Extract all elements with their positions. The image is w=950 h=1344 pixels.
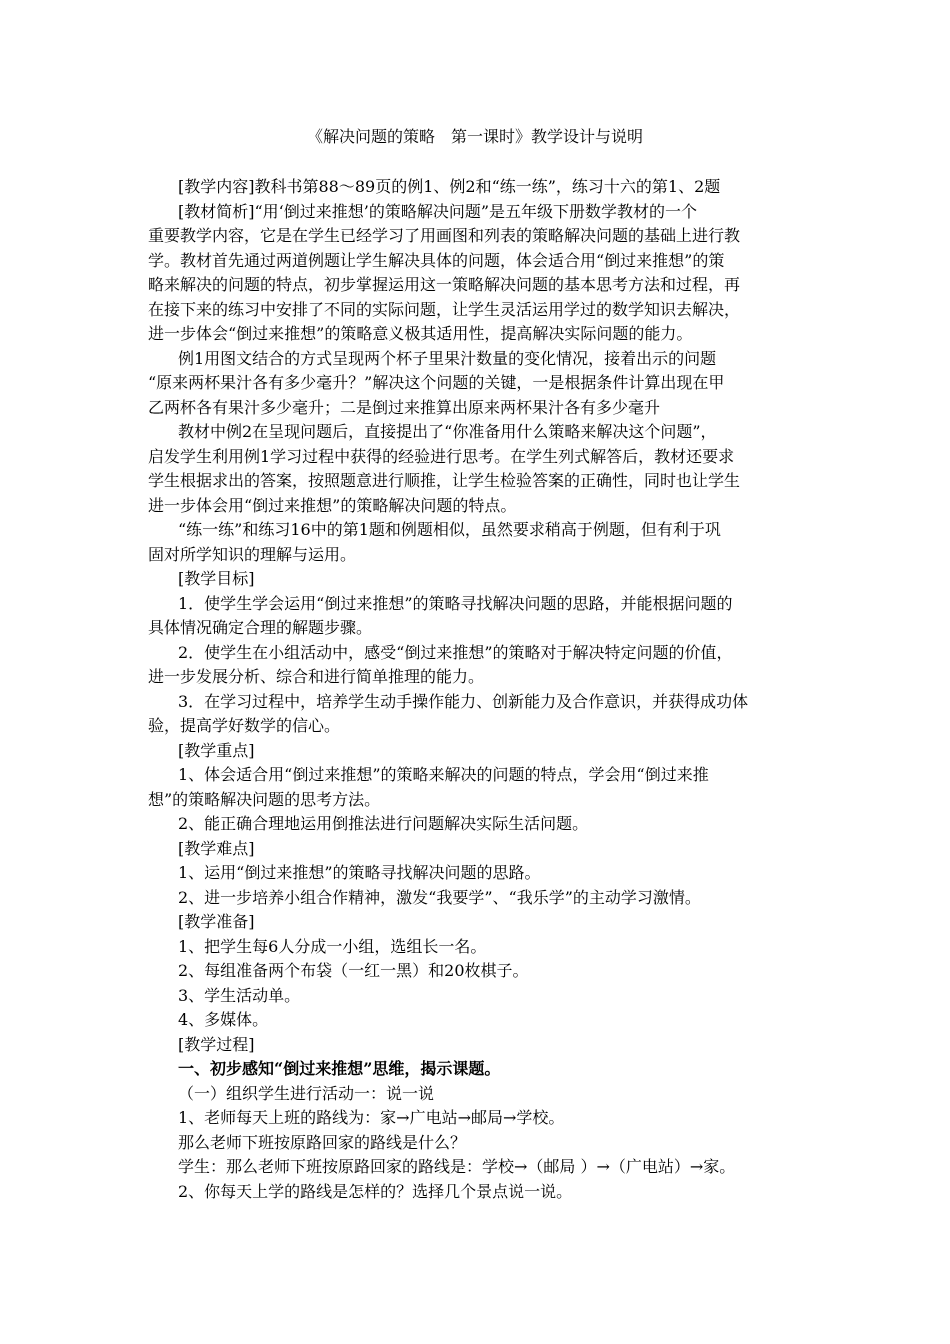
text-line: 3、学生活动单。 — [178, 985, 301, 1005]
text-line: 1、体会适合用“倒过来推想”的策略来解决的问题的特点，学会用“倒过来推 — [178, 765, 709, 784]
text-line: 2、每组准备两个布袋（一红一黑）和20枚棋子。 — [178, 961, 529, 980]
text-line: 2、你每天上学的路线是怎样的？选择几个景点说一说。 — [178, 1181, 573, 1201]
text-line: 学生：那么老师下班按原路回家的路线是：学校→（邮局 ）→（广电站）→家。 — [178, 1157, 736, 1176]
text-line: 学。教材首先通过两道例题让学生解决具体的问题，体会适合用“倒过来推想”的策 — [148, 250, 725, 270]
text-line: [教学目标] — [178, 569, 255, 588]
text-line: 2、进一步培养小组合作精神，激发“我要学”、“我乐学”的主动学习激情。 — [178, 887, 701, 907]
text-line: 1．使学生学会运用“倒过来推想”的策略寻找解决问题的思路，并能根据问题的 — [178, 593, 733, 613]
text-line: [教学难点] — [178, 838, 255, 858]
text-line: 2．使学生在小组活动中，感受“倒过来推想”的策略对于解决特定问题的价值， — [178, 642, 733, 662]
text-line: （一）组织学生进行活动一：说一说 — [178, 1083, 435, 1103]
text-line: 启发学生利用例1学习过程中获得的经验进行思考。在学生列式解答后，教材还要求 — [148, 446, 735, 466]
text-line: [教学重点] — [178, 740, 255, 760]
text-line: [教材简析]“用‘倒过来推想’的策略解决问题”是五年级下册数学教材的一个 — [178, 201, 698, 221]
text-line: 重要教学内容，它是在学生已经学习了用画图和列表的策略解决问题的基础上进行教 — [148, 226, 741, 245]
text-line: 进一步体会“倒过来推想”的策略意义极其适用性，提高解决实际问题的能力。 — [148, 324, 693, 343]
text-line: 学生根据求出的答案，按照题意进行顺推，让学生检验答案的正确性，同时也让学生 — [148, 471, 741, 490]
text-line: 乙两杯各有果汁多少毫升；二是倒过来推算出原来两杯果汁各有多少毫升 — [148, 397, 661, 417]
text-line: 在接下来的练习中安排了不同的实际问题，让学生灵活运用学过的数学知识去解决， — [148, 299, 741, 319]
text-line: 教材中例2在呈现问题后，直接提出了“你准备用什么策略来解决这个问题”， — [178, 422, 717, 441]
text-line: 具体情况确定合理的解题步骤。 — [148, 618, 373, 637]
text-line: “练一练”和练习16中的第1题和例题相似，虽然要求稍高于例题，但有利于巩 — [178, 520, 721, 539]
text-line: 进一步发展分析、综合和进行简单推理的能力。 — [148, 667, 485, 686]
text-line: 1、运用“倒过来推想”的策略寻找解决问题的思路。 — [178, 863, 541, 882]
text-line: 进一步体会用“倒过来推想”的策略解决问题的特点。 — [148, 495, 517, 515]
text-line: [教学准备] — [178, 912, 255, 931]
text-line: 1、把学生每6人分成一小组，选组长一名。 — [178, 936, 487, 956]
text-line: 略来解决的问题的特点，初步掌握运用这一策略解决问题的基本思考方法和过程，再 — [148, 275, 741, 294]
text-line: 4、多媒体。 — [178, 1010, 269, 1029]
text-line: 1、老师每天上班的路线为：家→广电站→邮局→学校。 — [178, 1108, 565, 1127]
text-line: 2、能正确合理地运用倒推法进行问题解决实际生活问题。 — [178, 814, 589, 833]
text-line: 例1用图文结合的方式呈现两个杯子里果汁数量的变化情况，接着出示的问题 — [178, 348, 717, 368]
text-line: 固对所学知识的理解与运用。 — [148, 544, 357, 564]
section-heading: 一、初步感知“倒过来推想”思维，揭示课题。 — [178, 1059, 501, 1078]
text-line: [教学内容]教科书第88～89页的例1、例2和“练一练”，练习十六的第1、2题 — [178, 177, 721, 196]
document-title: 《解决问题的策略 第一课时》教学设计与说明 — [306, 127, 643, 146]
text-line: 3．在学习过程中，培养学生动手操作能力、创新能力及合作意识，并获得成功体 — [178, 691, 749, 711]
text-line: [教学过程] — [178, 1034, 255, 1054]
text-line: 验，提高学好数学的信心。 — [148, 716, 341, 735]
text-line: “原来两杯果汁各有多少毫升？”解决这个问题的关键，一是根据条件计算出现在甲 — [148, 373, 725, 392]
text-line: 那么老师下班按原路回家的路线是什么？ — [178, 1132, 467, 1152]
text-line: 想”的策略解决问题的思考方法。 — [148, 789, 381, 809]
